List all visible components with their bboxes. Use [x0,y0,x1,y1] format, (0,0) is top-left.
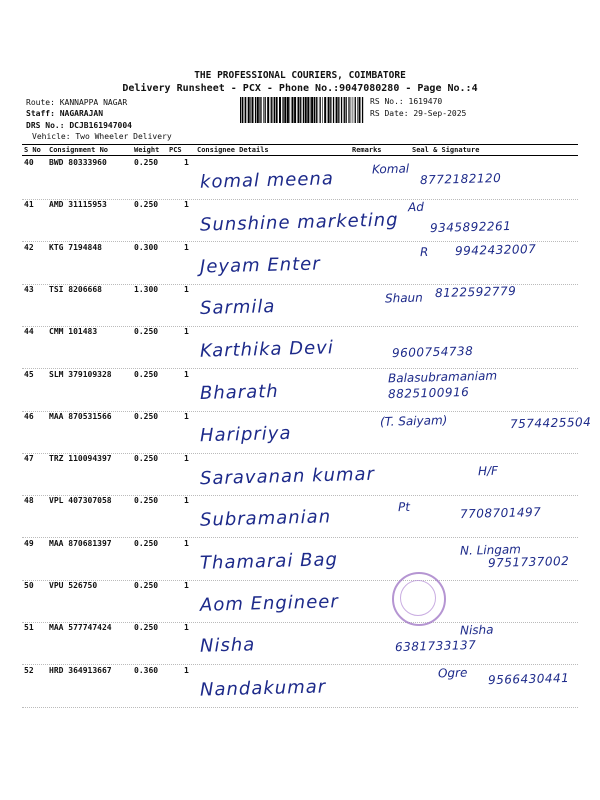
barcode-bar [307,97,309,123]
barcode-bar [305,97,307,123]
consignee-name: Bharath [199,380,279,404]
barcode-bar [351,97,352,123]
barcode-bar [245,97,246,123]
consignment-cell: MAA 870681397 [49,538,112,548]
table-row [0,581,600,623]
receiver-phone: 9566430441 [487,670,570,687]
weight-cell: 0.250 [134,200,159,210]
sno-cell: 40 [24,158,34,167]
pcs-cell: 1 [184,411,189,421]
barcode-bar [324,97,326,123]
weight-cell: 0.250 [134,581,159,590]
sno-cell: 51 [24,623,34,633]
weight-cell: 0.250 [134,454,159,464]
weight-cell: 0.250 [134,369,159,379]
consignee-name: Sunshine marketing [199,209,399,236]
signature: Shaun [384,290,423,306]
col-sno: S No [24,146,41,154]
table-row [0,327,600,369]
barcode-bar [359,97,361,123]
barcode-bar [259,97,260,123]
pcs-cell: 1 [184,454,189,464]
barcode-bar [250,97,251,123]
staff-info: Staff: NAGARAJAN [26,109,104,118]
header-rule-bottom [22,155,578,156]
receiver-phone: 9600754738 [391,344,474,361]
table-row [0,623,600,665]
barcode-bar [257,97,259,123]
consignment-cell: CMM 101483 [49,327,98,337]
sno-cell: 41 [24,200,34,210]
table-row [0,158,600,200]
consignee-name: komal meena [199,168,335,193]
signature: N. Lingam [459,541,522,558]
barcode-bar [348,97,349,123]
signature: Nisha [459,622,494,638]
barcode-bar [311,97,313,123]
pcs-cell: 1 [184,200,189,210]
consignment-cell: BWD 80333960 [49,158,107,167]
barcode-bar [338,97,339,123]
barcode-bar [284,97,286,123]
barcode-bar [242,97,243,123]
barcode-bar [341,97,342,123]
table-row [0,539,600,581]
table-row [0,412,600,454]
barcode-bar [320,97,321,123]
consignee-name: Sarmila [199,295,276,319]
receiver-phone: 8825100916 [387,384,470,401]
weight-cell: 0.250 [134,327,159,337]
consignment-cell: SLM 379109328 [49,369,112,379]
table-row [0,285,600,327]
barcode-bar [353,97,354,123]
pcs-cell: 1 [184,158,189,167]
consignment-cell: TSI 8206668 [49,284,102,294]
barcode-bar [276,97,278,123]
header-rule-top [22,144,578,145]
barcode-bar [292,97,294,123]
rs-number: RS No.: 1619470 [370,97,443,106]
barcode-bar [333,97,334,123]
barcode-bar [349,97,350,123]
barcode-bar [290,97,291,123]
barcode-bar [322,97,323,123]
consignee-name: Nandakumar [199,675,327,701]
weight-cell: 0.300 [134,242,159,252]
sno-cell: 48 [24,496,34,506]
consignee-name: Thamarai Bag [199,548,339,574]
consignment-cell: KTG 7194848 [49,242,102,252]
col-weight: Weight [134,146,160,154]
col-remarks: Remarks [352,146,382,154]
barcode-bar [303,97,304,123]
barcode-bar [318,97,319,123]
sno-cell: 46 [24,411,34,421]
barcode-bar [294,97,296,123]
barcode-bar [328,97,330,123]
table-row [0,666,600,708]
consignee-name: Aom Engineer [199,591,340,616]
pcs-cell: 1 [184,242,189,252]
sno-cell: 43 [24,284,34,294]
consignment-cell: MAA 870531566 [49,411,112,421]
barcode-bar [330,97,331,123]
route-info: Route: KANNAPPA NAGAR [26,98,128,107]
table-row [0,243,600,285]
consignment-cell: VPL 407307058 [49,496,112,506]
barcode-bar [344,97,345,123]
weight-cell: 0.360 [134,665,159,675]
barcode-bar [346,97,347,123]
weight-cell: 0.250 [134,411,159,421]
table-row [0,454,600,496]
consignee-name: Karthika Devi [199,337,335,362]
col-consignment: Consignment No [49,146,109,154]
consignee-name: Jeyam Enter [199,253,321,278]
signature: Ogre [437,665,468,680]
weight-cell: 0.250 [134,496,159,506]
barcode-bar [298,97,300,123]
signature: Komal [371,161,410,177]
receiver-phone: 9942432007 [454,241,537,258]
receiver-phone: 9345892261 [429,219,512,236]
col-seal: Seal & Signature [412,146,480,154]
sno-cell: 47 [24,454,34,464]
barcode-bar [314,97,315,123]
consignment-cell: HRD 364913667 [49,665,112,675]
company-title: THE PROFESSIONAL COURIERS, COIMBATORE [194,70,406,81]
sno-cell: 42 [24,242,34,252]
receiver-phone: 7708701497 [459,505,542,522]
weight-cell: 0.250 [134,623,159,633]
receiver-phone: 8122592779 [434,283,517,300]
barcode [240,97,364,123]
signature: Ad [407,200,425,215]
barcode-bar [240,97,241,123]
table-row [0,496,600,538]
receiver-phone: 8772182120 [419,170,502,188]
sno-cell: 50 [24,581,34,590]
barcode-bar [267,97,269,123]
consignee-name: Subramanian [199,506,332,532]
receiver-phone: 6381733137 [394,638,477,655]
consignment-cell: MAA 577747424 [49,623,112,633]
barcode-bar [279,97,281,123]
pcs-cell: 1 [184,538,189,548]
runsheet-subtitle: Delivery Runsheet - PCX - Phone No.:9047080280 - Page No.:4 [122,83,478,94]
barcode-bar [261,97,262,123]
table-row [0,200,600,242]
pcs-cell: 1 [184,665,189,675]
office-stamp [392,572,446,626]
pcs-cell: 1 [184,581,189,590]
pcs-cell: 1 [184,496,189,506]
sno-cell: 45 [24,369,34,379]
barcode-bar [310,97,311,123]
pcs-cell: 1 [184,369,189,379]
signature: H/F [477,463,499,479]
barcode-bar [355,97,356,123]
drs-info: DRS No.: DCJB161947004 [26,121,132,130]
pcs-cell: 1 [184,327,189,337]
consignee-name: Saravanan kumar [199,463,376,490]
barcode-bar [263,97,264,123]
consignment-cell: AMD 31115953 [49,200,107,210]
barcode-bar [357,97,358,123]
weight-cell: 0.250 [134,158,159,167]
vehicle-info: Vehicle: Two Wheeler Delivery [32,132,172,141]
rs-date: RS Date: 29-Sep-2025 [370,109,467,118]
barcode-bar [271,97,272,123]
barcode-bar [265,97,266,123]
weight-cell: 0.250 [134,538,159,548]
table-row [0,370,600,412]
signature: Balasubramaniam [387,368,498,385]
barcode-bar [274,97,275,123]
barcode-bar [336,97,338,123]
barcode-bar [282,97,283,123]
barcode-bar [287,97,289,123]
barcode-bar [362,97,363,123]
col-pcs: PCS [169,146,182,154]
consignment-cell: TRZ 110094397 [49,454,112,464]
row-separator [22,707,578,708]
barcode-bar [273,97,274,123]
receiver-phone: 9751737002 [487,553,570,570]
signature: Pt [397,500,411,515]
pcs-cell: 1 [184,623,189,633]
signature: R [419,244,429,259]
sno-cell: 49 [24,538,34,548]
consignee-name: Haripriya [199,422,292,446]
barcode-bar [244,97,245,123]
consignment-cell: VPU 526750 [49,581,98,590]
barcode-bar [255,97,256,123]
signature: (T. Saiyam) [379,412,448,429]
barcode-bar [300,97,301,123]
barcode-bar [248,97,250,123]
col-consignee: Consignee Details [197,146,269,154]
sno-cell: 44 [24,327,34,337]
barcode-bar [252,97,254,123]
pcs-cell: 1 [184,284,189,294]
sno-cell: 52 [24,665,34,675]
receiver-phone: 7574425504 [509,414,592,431]
weight-cell: 1.300 [134,284,159,294]
barcode-bar [316,97,317,123]
consignee-name: Nisha [199,634,256,658]
